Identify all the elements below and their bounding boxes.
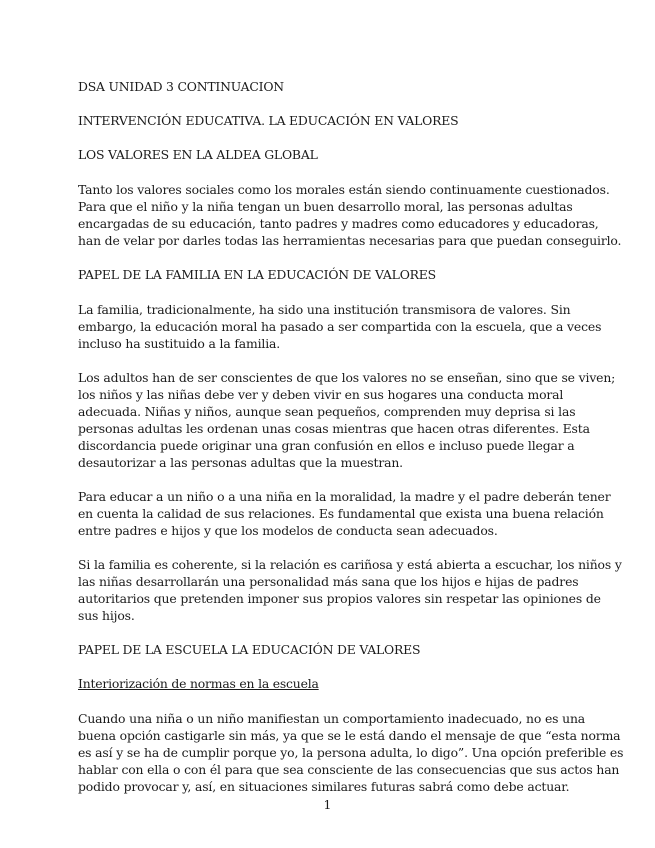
paragraph-line: La familia, tradicionalmente, ha sido una institución transmisora de valores. Sin [78,302,571,317]
subsection-title-aldea-global: LOS VALORES EN LA ALDEA GLOBAL [78,147,318,162]
paragraph-line: las niñas desarrollarán una personalidad más sana que los hijos e hijas de padres [78,574,579,589]
paragraph-line: embargo, la educación moral ha pasado a ser compartida con la escuela, que a veces [78,319,602,334]
paragraph-line: es así y se ha de cumplir porque yo, la persona adulta, lo digo”. Una opción preferible es [78,745,624,760]
paragraph-line: en cuenta la calidad de sus relaciones. Es fundamental que exista una buena relación [78,506,604,521]
paragraph-comportamiento-inadecuado [78,710,624,795]
page-number: 1 [323,797,332,812]
paragraph-line: autoritarios que pretenden imponer sus propios valores sin respetar las opiniones de [78,591,601,606]
paragraph-line: hablar con ella o con él para que sea consciente de las consecuencias que sus actos han [78,762,620,777]
paragraph-line: Para que el niño y la niña tengan un buen desarrollo moral, las personas adultas [78,199,573,214]
paragraph-line: Los adultos han de ser conscientes de que los valores no se enseñan, sino que se viven; [78,370,616,385]
subheading-interiorizacion-normas: Interiorización de normas en la escuela [78,676,319,691]
paragraph-line: Tanto los valores sociales como los morales están siendo continuamente cuestionados. [78,182,610,197]
paragraph-line: desautorizar a las personas adultas que la muestran. [78,455,403,470]
paragraph-line: buena opción castigarle sin más, ya que se le está dando el mensaje de que “esta norma [78,728,621,743]
paragraph-adultos-conscientes [78,369,616,471]
paragraph-educar-moralidad [78,488,611,539]
paragraph-valores [78,181,622,249]
paragraph-line: los niños y las niñas debe ver y deben vivir en sus hogares una conducta moral [78,387,564,402]
paragraph-line: podido provocar y, así, en situaciones similares futuras sabrá como debe actuar. [78,779,570,794]
paragraph-line: Para educar a un niño o a una niña en la moralidad, la madre y el padre deberán tener [78,489,611,504]
paragraph-line: incluso ha sustituido a la familia. [78,336,281,351]
document-body [78,78,624,795]
paragraph-line: han de velar por darles todas las herramientas necesarias para que puedan conseguirlo. [78,233,622,248]
paragraph-line: discordancia puede originar una gran confusión en ellos e incluso puede llegar a [78,438,575,453]
paragraph-line: Cuando una niña o un niño manifiestan un comportamiento inadecuado, no es una [78,711,586,726]
paragraph-line: encargadas de su educación, tanto padres y madres como educadores y educadoras, [78,216,599,231]
heading-papel-familia: PAPEL DE LA FAMILIA EN LA EDUCACIÓN DE VALORES [78,267,436,282]
paragraph-line: sus hijos. [78,608,135,623]
paragraph-familia-coherente [78,556,622,624]
heading-papel-escuela: PAPEL DE LA ESCUELA LA EDUCACIÓN DE VALORES [78,642,421,657]
paragraph-familia-institucion [78,301,602,352]
paragraph-line: entre padres e hijos y que los modelos de conducta sean adecuados. [78,523,498,538]
paragraph-line: personas adultas les ordenan unas cosas mientras que hacen otras diferentes. Esta [78,421,590,436]
paragraph-line: Si la familia es coherente, si la relación es cariñosa y está abierta a escuchar, los niños y [78,557,622,572]
section-title: INTERVENCIÓN EDUCATIVA. LA EDUCACIÓN EN VALORES [78,113,459,128]
document-title: DSA UNIDAD 3 CONTINUACION [78,79,284,94]
paragraph-line: adecuada. Niñas y niños, aunque sean pequeños, comprenden muy deprisa si las [78,404,576,419]
